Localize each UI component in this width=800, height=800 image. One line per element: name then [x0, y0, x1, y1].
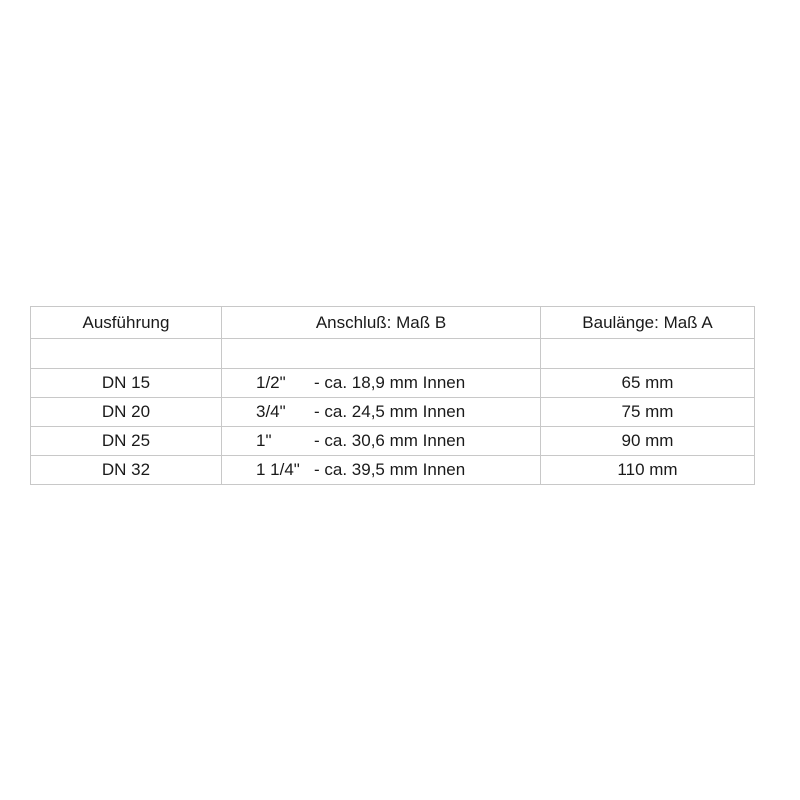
header-baulaenge: Baulänge: Maß A [541, 307, 755, 339]
anschluss-inner: - ca. 30,6 mm Innen [314, 431, 466, 450]
table-header-row [31, 307, 755, 339]
cell-anschluss [222, 369, 541, 398]
cell-anschluss [222, 398, 541, 427]
table-blank-row [31, 339, 755, 369]
anschluss-size: 1" [256, 431, 272, 450]
blank-cell [222, 339, 541, 369]
anschluss-inner: - ca. 39,5 mm Innen [314, 460, 466, 479]
cell-baulaenge: 75 mm [541, 398, 755, 427]
cell-ausfuehrung: DN 32 [31, 456, 222, 485]
anschluss-inner: - ca. 18,9 mm Innen [314, 373, 466, 392]
header-anschluss: Anschluß: Maß B [222, 307, 541, 339]
table-row [31, 427, 755, 456]
anschluss-size: 1/2" [256, 373, 286, 392]
cell-anschluss [222, 456, 541, 485]
cell-baulaenge: 65 mm [541, 369, 755, 398]
blank-cell [541, 339, 755, 369]
cell-anschluss [222, 427, 541, 456]
cell-ausfuehrung: DN 20 [31, 398, 222, 427]
anschluss-size: 1 1/4" [256, 460, 300, 479]
table-row [31, 398, 755, 427]
spec-table [30, 306, 755, 485]
table-row [31, 456, 755, 485]
cell-ausfuehrung: DN 25 [31, 427, 222, 456]
anschluss-size: 3/4" [256, 402, 286, 421]
cell-baulaenge: 90 mm [541, 427, 755, 456]
cell-baulaenge: 110 mm [541, 456, 755, 485]
cell-ausfuehrung: DN 15 [31, 369, 222, 398]
header-ausfuehrung: Ausführung [31, 307, 222, 339]
anschluss-inner: - ca. 24,5 mm Innen [314, 402, 466, 421]
table-row [31, 369, 755, 398]
blank-cell [31, 339, 222, 369]
